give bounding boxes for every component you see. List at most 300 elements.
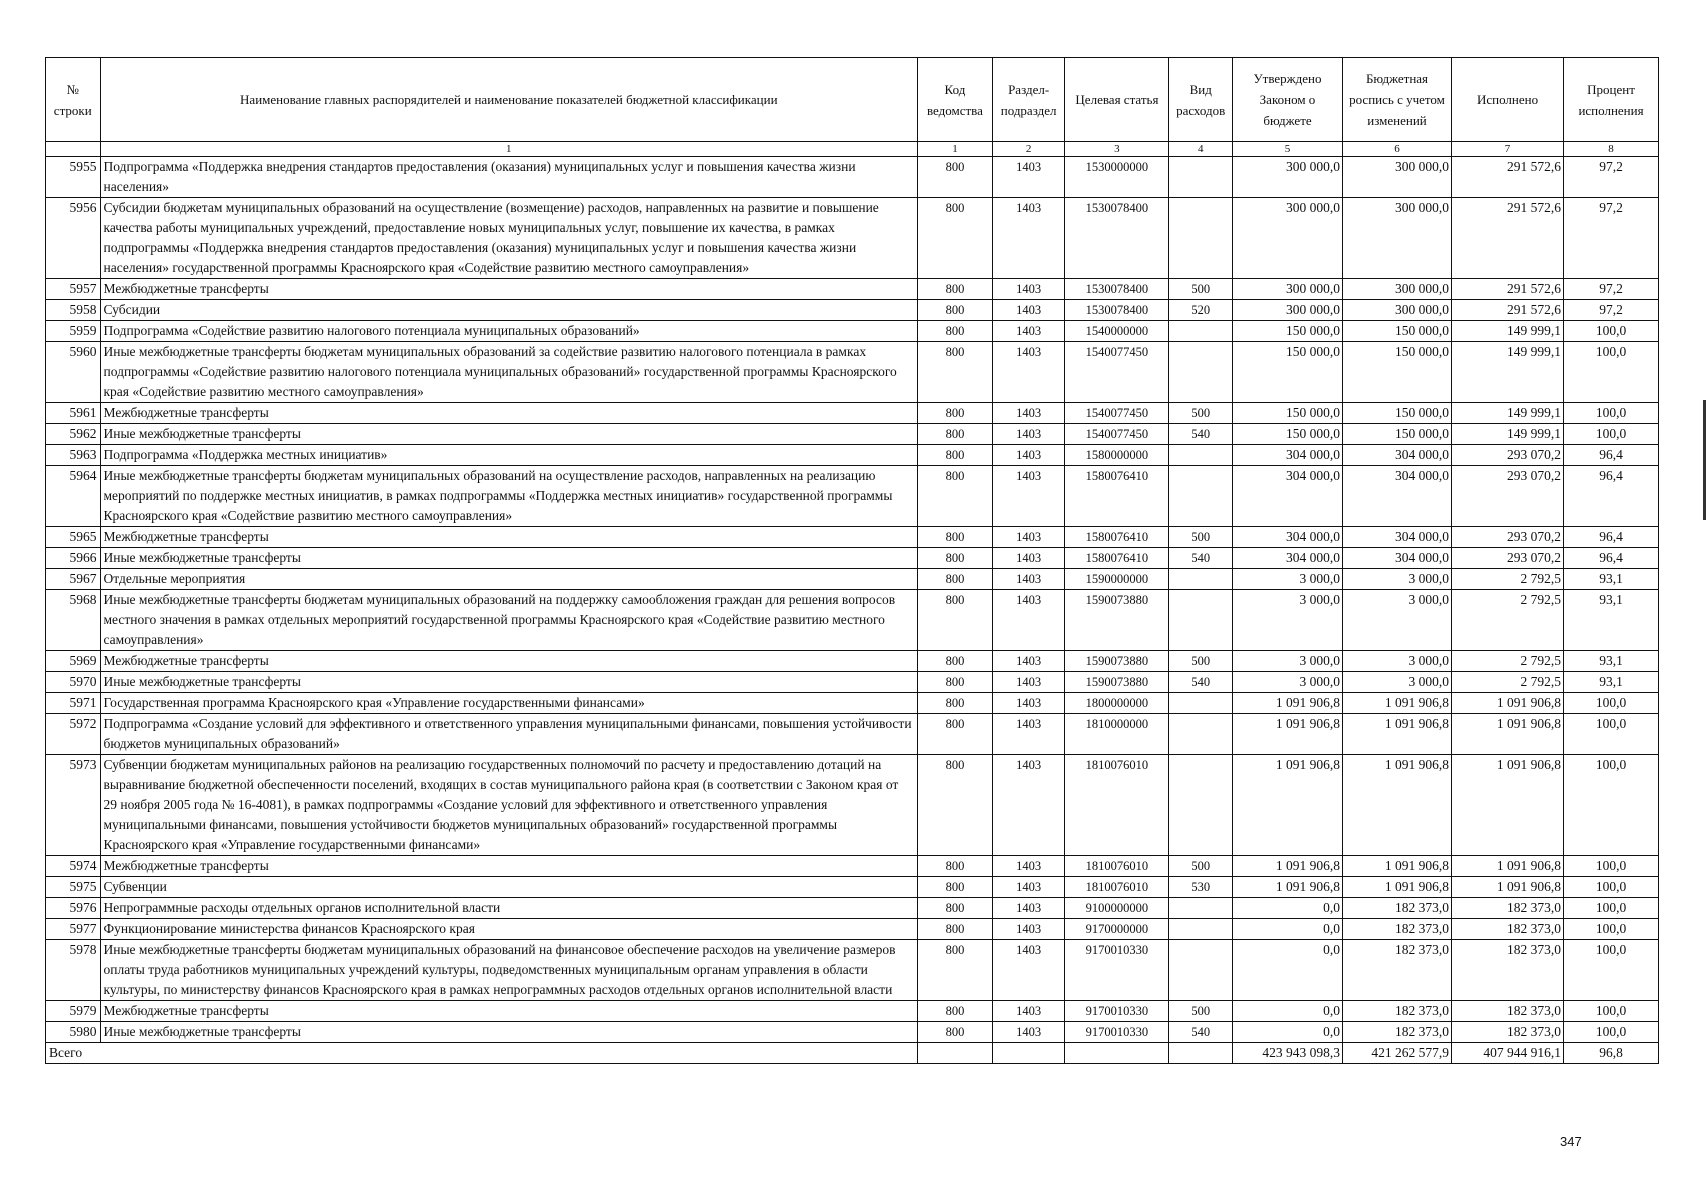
execution-percent: 100,0 xyxy=(1564,1022,1659,1043)
expense-type xyxy=(1169,755,1233,856)
dept-code: 800 xyxy=(918,279,993,300)
col-num: 7 xyxy=(1452,142,1564,157)
execution-percent: 100,0 xyxy=(1564,714,1659,755)
row-number: 5976 xyxy=(46,898,101,919)
total-empty-cell xyxy=(1169,1043,1233,1064)
executed-amount: 2 792,5 xyxy=(1452,651,1564,672)
row-number: 5968 xyxy=(46,590,101,651)
execution-percent: 93,1 xyxy=(1564,672,1659,693)
approved-amount: 0,0 xyxy=(1232,1001,1342,1022)
execution-percent: 100,0 xyxy=(1564,898,1659,919)
section-code: 1403 xyxy=(992,403,1065,424)
table-row xyxy=(46,714,1659,755)
executed-amount: 2 792,5 xyxy=(1452,590,1564,651)
approved-amount: 300 000,0 xyxy=(1232,300,1342,321)
expense-type: 500 xyxy=(1169,856,1233,877)
execution-percent: 100,0 xyxy=(1564,403,1659,424)
expense-type: 530 xyxy=(1169,877,1233,898)
executed-amount: 149 999,1 xyxy=(1452,342,1564,403)
budget-amount: 300 000,0 xyxy=(1343,198,1452,279)
expense-type: 540 xyxy=(1169,1022,1233,1043)
executed-amount: 149 999,1 xyxy=(1452,403,1564,424)
section-code: 1403 xyxy=(992,1001,1065,1022)
executed-amount: 293 070,2 xyxy=(1452,548,1564,569)
section-code: 1403 xyxy=(992,466,1065,527)
budget-amount: 1 091 906,8 xyxy=(1343,856,1452,877)
row-name: Межбюджетные трансферты xyxy=(100,1001,918,1022)
approved-amount: 3 000,0 xyxy=(1232,590,1342,651)
target-article: 1580076410 xyxy=(1065,548,1169,569)
dept-code: 800 xyxy=(918,714,993,755)
budget-amount: 3 000,0 xyxy=(1343,590,1452,651)
row-number: 5978 xyxy=(46,940,101,1001)
execution-percent: 100,0 xyxy=(1564,940,1659,1001)
table-row xyxy=(46,898,1659,919)
executed-amount: 182 373,0 xyxy=(1452,919,1564,940)
execution-percent: 100,0 xyxy=(1564,1001,1659,1022)
row-name: Отдельные мероприятия xyxy=(100,569,918,590)
row-name: Иные межбюджетные трансферты xyxy=(100,548,918,569)
budget-amount: 1 091 906,8 xyxy=(1343,714,1452,755)
execution-percent: 100,0 xyxy=(1564,755,1659,856)
approved-amount: 0,0 xyxy=(1232,919,1342,940)
expense-type: 500 xyxy=(1169,403,1233,424)
section-code: 1403 xyxy=(992,672,1065,693)
row-number: 5977 xyxy=(46,919,101,940)
total-approved: 423 943 098,3 xyxy=(1232,1043,1342,1064)
budget-amount: 1 091 906,8 xyxy=(1343,755,1452,856)
execution-percent: 97,2 xyxy=(1564,279,1659,300)
row-name: Государственная программа Красноярского края «Управление государственными финансами» xyxy=(100,693,918,714)
row-number: 5956 xyxy=(46,198,101,279)
table-row xyxy=(46,1001,1659,1022)
row-name: Субвенции бюджетам муниципальных районов на реализацию государственных полномочий по расчету и предоставлению дотаций на выравнивание бюджетной обеспеченности поселений, входящих в состав муниципального района края (в соответствии с Законом края от 29 ноября 2005 года № 16-4081), в рамках подпрограммы «Создание условий для эффективного и ответственного управления муниципальными финансами, повышения устойчивости бюджетов муниципальных образований» государственной программы Красноярского края «Управление государственными финансами» xyxy=(100,755,918,856)
approved-amount: 1 091 906,8 xyxy=(1232,714,1342,755)
approved-amount: 0,0 xyxy=(1232,898,1342,919)
approved-amount: 3 000,0 xyxy=(1232,569,1342,590)
target-article: 9170010330 xyxy=(1065,940,1169,1001)
row-name: Субвенции xyxy=(100,877,918,898)
target-article: 9100000000 xyxy=(1065,898,1169,919)
row-number: 5975 xyxy=(46,877,101,898)
dept-code: 800 xyxy=(918,1001,993,1022)
budget-amount: 182 373,0 xyxy=(1343,898,1452,919)
execution-percent: 93,1 xyxy=(1564,590,1659,651)
table-row xyxy=(46,672,1659,693)
section-code: 1403 xyxy=(992,157,1065,198)
approved-amount: 300 000,0 xyxy=(1232,157,1342,198)
row-name: Функционирование министерства финансов Красноярского края xyxy=(100,919,918,940)
execution-percent: 100,0 xyxy=(1564,424,1659,445)
dept-code: 800 xyxy=(918,548,993,569)
execution-percent: 100,0 xyxy=(1564,877,1659,898)
section-code: 1403 xyxy=(992,342,1065,403)
target-article: 1810076010 xyxy=(1065,877,1169,898)
section-code: 1403 xyxy=(992,755,1065,856)
budget-amount: 150 000,0 xyxy=(1343,424,1452,445)
table-row xyxy=(46,877,1659,898)
budget-amount: 304 000,0 xyxy=(1343,548,1452,569)
col-num xyxy=(46,142,101,157)
dept-code: 800 xyxy=(918,342,993,403)
dept-code: 800 xyxy=(918,569,993,590)
target-article: 1810000000 xyxy=(1065,714,1169,755)
table-row xyxy=(46,300,1659,321)
target-article: 1530000000 xyxy=(1065,157,1169,198)
approved-amount: 1 091 906,8 xyxy=(1232,877,1342,898)
section-code: 1403 xyxy=(992,424,1065,445)
section-code: 1403 xyxy=(992,856,1065,877)
execution-percent: 97,2 xyxy=(1564,300,1659,321)
target-article: 1590000000 xyxy=(1065,569,1169,590)
approved-amount: 150 000,0 xyxy=(1232,342,1342,403)
expense-type: 500 xyxy=(1169,527,1233,548)
approved-amount: 150 000,0 xyxy=(1232,403,1342,424)
executed-amount: 291 572,6 xyxy=(1452,198,1564,279)
budget-amount: 150 000,0 xyxy=(1343,321,1452,342)
row-number: 5959 xyxy=(46,321,101,342)
row-name: Подпрограмма «Поддержка местных инициатив» xyxy=(100,445,918,466)
section-code: 1403 xyxy=(992,569,1065,590)
table-row xyxy=(46,548,1659,569)
executed-amount: 291 572,6 xyxy=(1452,157,1564,198)
section-code: 1403 xyxy=(992,548,1065,569)
row-number: 5964 xyxy=(46,466,101,527)
row-number: 5974 xyxy=(46,856,101,877)
section-code: 1403 xyxy=(992,300,1065,321)
section-code: 1403 xyxy=(992,1022,1065,1043)
row-number: 5979 xyxy=(46,1001,101,1022)
row-number: 5960 xyxy=(46,342,101,403)
row-number: 5971 xyxy=(46,693,101,714)
dept-code: 800 xyxy=(918,403,993,424)
target-article: 9170010330 xyxy=(1065,1001,1169,1022)
approved-amount: 300 000,0 xyxy=(1232,198,1342,279)
row-number: 5970 xyxy=(46,672,101,693)
row-number: 5967 xyxy=(46,569,101,590)
target-article: 1580076410 xyxy=(1065,527,1169,548)
execution-percent: 96,4 xyxy=(1564,548,1659,569)
execution-percent: 100,0 xyxy=(1564,919,1659,940)
header-section: Раздел-подраздел xyxy=(992,58,1065,142)
dept-code: 800 xyxy=(918,651,993,672)
row-number: 5980 xyxy=(46,1022,101,1043)
row-number: 5961 xyxy=(46,403,101,424)
table-row xyxy=(46,466,1659,527)
total-empty-cell xyxy=(918,1043,993,1064)
expense-type xyxy=(1169,342,1233,403)
budget-amount: 300 000,0 xyxy=(1343,279,1452,300)
budget-amount: 3 000,0 xyxy=(1343,672,1452,693)
table-row xyxy=(46,1022,1659,1043)
expense-type: 500 xyxy=(1169,1001,1233,1022)
budget-amount: 3 000,0 xyxy=(1343,569,1452,590)
table-row xyxy=(46,569,1659,590)
table-row xyxy=(46,856,1659,877)
table-row xyxy=(46,755,1659,856)
section-code: 1403 xyxy=(992,651,1065,672)
expense-type xyxy=(1169,157,1233,198)
row-name: Межбюджетные трансферты xyxy=(100,651,918,672)
dept-code: 800 xyxy=(918,445,993,466)
total-empty-cell xyxy=(992,1043,1065,1064)
header-exp-type: Вид расходов xyxy=(1169,58,1233,142)
target-article: 1590073880 xyxy=(1065,590,1169,651)
section-code: 1403 xyxy=(992,898,1065,919)
table-row xyxy=(46,342,1659,403)
table-row xyxy=(46,527,1659,548)
target-article: 1540077450 xyxy=(1065,424,1169,445)
execution-percent: 96,4 xyxy=(1564,445,1659,466)
section-code: 1403 xyxy=(992,279,1065,300)
executed-amount: 182 373,0 xyxy=(1452,1022,1564,1043)
dept-code: 800 xyxy=(918,856,993,877)
row-name: Иные межбюджетные трансферты xyxy=(100,672,918,693)
table-row xyxy=(46,424,1659,445)
target-article: 9170010330 xyxy=(1065,1022,1169,1043)
col-num: 5 xyxy=(1232,142,1342,157)
header-budget: Бюджетная роспись с учетом изменений xyxy=(1343,58,1452,142)
row-name: Подпрограмма «Содействие развитию налогового потенциала муниципальных образований» xyxy=(100,321,918,342)
executed-amount: 182 373,0 xyxy=(1452,940,1564,1001)
budget-amount: 300 000,0 xyxy=(1343,300,1452,321)
budget-amount: 150 000,0 xyxy=(1343,342,1452,403)
target-article: 1530078400 xyxy=(1065,198,1169,279)
row-number: 5969 xyxy=(46,651,101,672)
budget-report-sheet xyxy=(45,57,1659,1064)
expense-type: 500 xyxy=(1169,279,1233,300)
row-name: Межбюджетные трансферты xyxy=(100,527,918,548)
expense-type xyxy=(1169,569,1233,590)
section-code: 1403 xyxy=(992,527,1065,548)
header-target: Целевая статья xyxy=(1065,58,1169,142)
target-article: 1530078400 xyxy=(1065,300,1169,321)
total-empty-cell xyxy=(1065,1043,1169,1064)
header-dept: Код ведомства xyxy=(918,58,993,142)
approved-amount: 3 000,0 xyxy=(1232,651,1342,672)
total-budget: 421 262 577,9 xyxy=(1343,1043,1452,1064)
dept-code: 800 xyxy=(918,693,993,714)
executed-amount: 1 091 906,8 xyxy=(1452,856,1564,877)
approved-amount: 304 000,0 xyxy=(1232,445,1342,466)
row-name: Иные межбюджетные трансферты бюджетам муниципальных образований на поддержку самообложения граждан для решения вопросов местного значения в рамках отдельных мероприятий государственной программы Красноярского края «Содействие развитию местного самоуправления» xyxy=(100,590,918,651)
approved-amount: 304 000,0 xyxy=(1232,466,1342,527)
dept-code: 800 xyxy=(918,877,993,898)
total-executed: 407 944 916,1 xyxy=(1452,1043,1564,1064)
budget-execution-table xyxy=(45,57,1659,1064)
col-num: 3 xyxy=(1065,142,1169,157)
table-row xyxy=(46,651,1659,672)
execution-percent: 97,2 xyxy=(1564,198,1659,279)
target-article: 9170000000 xyxy=(1065,919,1169,940)
budget-amount: 304 000,0 xyxy=(1343,445,1452,466)
row-name: Иные межбюджетные трансферты xyxy=(100,1022,918,1043)
row-name: Непрограммные расходы отдельных органов исполнительной власти xyxy=(100,898,918,919)
row-name: Субсидии бюджетам муниципальных образований на осуществление (возмещение) расходов, направленных на развитие и повышение качества работы муниципальных учреждений, предоставление новых муниципальных услуг, повышение их качества, в рамках подпрограммы «Поддержка внедрения стандартов предоставления (оказания) муниципальных услуг и повышения качества жизни населения» государственной программы Красноярского края «Содействие развитию местного самоуправления» xyxy=(100,198,918,279)
dept-code: 800 xyxy=(918,300,993,321)
row-number: 5973 xyxy=(46,755,101,856)
budget-amount: 182 373,0 xyxy=(1343,1022,1452,1043)
section-code: 1403 xyxy=(992,877,1065,898)
budget-amount: 300 000,0 xyxy=(1343,157,1452,198)
row-number: 5955 xyxy=(46,157,101,198)
row-name: Подпрограмма «Поддержка внедрения стандартов предоставления (оказания) муниципальных услуг и повышения качества жизни населения» xyxy=(100,157,918,198)
col-num: 8 xyxy=(1564,142,1659,157)
dept-code: 800 xyxy=(918,198,993,279)
expense-type xyxy=(1169,321,1233,342)
col-num: 2 xyxy=(992,142,1065,157)
approved-amount: 0,0 xyxy=(1232,940,1342,1001)
executed-amount: 182 373,0 xyxy=(1452,898,1564,919)
target-article: 1540000000 xyxy=(1065,321,1169,342)
approved-amount: 1 091 906,8 xyxy=(1232,693,1342,714)
row-number: 5962 xyxy=(46,424,101,445)
executed-amount: 149 999,1 xyxy=(1452,321,1564,342)
dept-code: 800 xyxy=(918,755,993,856)
approved-amount: 3 000,0 xyxy=(1232,672,1342,693)
approved-amount: 304 000,0 xyxy=(1232,527,1342,548)
header-percent: Процент исполнения xyxy=(1564,58,1659,142)
executed-amount: 1 091 906,8 xyxy=(1452,755,1564,856)
expense-type xyxy=(1169,693,1233,714)
row-name: Межбюджетные трансферты xyxy=(100,279,918,300)
budget-amount: 1 091 906,8 xyxy=(1343,877,1452,898)
target-article: 1580000000 xyxy=(1065,445,1169,466)
dept-code: 800 xyxy=(918,1022,993,1043)
header-name: Наименование главных распорядителей и наименование показателей бюджетной классификации xyxy=(100,58,918,142)
row-name: Иные межбюджетные трансферты бюджетам муниципальных образований за содействие развитию налогового потенциала в рамках подпрограммы «Содействие развитию налогового потенциала муниципальных образований» государственной программы Красноярского края «Содействие развитию местного самоуправления» xyxy=(100,342,918,403)
table-row xyxy=(46,940,1659,1001)
executed-amount: 293 070,2 xyxy=(1452,527,1564,548)
target-article: 1810076010 xyxy=(1065,856,1169,877)
column-number-row xyxy=(46,142,1659,157)
row-number: 5957 xyxy=(46,279,101,300)
header-row xyxy=(46,58,1659,142)
executed-amount: 1 091 906,8 xyxy=(1452,877,1564,898)
row-name: Межбюджетные трансферты xyxy=(100,403,918,424)
table-row xyxy=(46,590,1659,651)
dept-code: 800 xyxy=(918,527,993,548)
budget-amount: 1 091 906,8 xyxy=(1343,693,1452,714)
total-percent: 96,8 xyxy=(1564,1043,1659,1064)
dept-code: 800 xyxy=(918,157,993,198)
execution-percent: 93,1 xyxy=(1564,651,1659,672)
section-code: 1403 xyxy=(992,590,1065,651)
budget-amount: 304 000,0 xyxy=(1343,527,1452,548)
table-row xyxy=(46,279,1659,300)
section-code: 1403 xyxy=(992,198,1065,279)
expense-type xyxy=(1169,466,1233,527)
expense-type xyxy=(1169,198,1233,279)
row-name: Субсидии xyxy=(100,300,918,321)
expense-type: 540 xyxy=(1169,548,1233,569)
row-name: Подпрограмма «Создание условий для эффективного и ответственного управления муниципальными финансами, повышения устойчивости бюджетов муниципальных образований» xyxy=(100,714,918,755)
target-article: 1590073880 xyxy=(1065,651,1169,672)
expense-type xyxy=(1169,714,1233,755)
target-article: 1540077450 xyxy=(1065,403,1169,424)
executed-amount: 293 070,2 xyxy=(1452,466,1564,527)
row-number: 5963 xyxy=(46,445,101,466)
executed-amount: 1 091 906,8 xyxy=(1452,693,1564,714)
row-name: Межбюджетные трансферты xyxy=(100,856,918,877)
approved-amount: 1 091 906,8 xyxy=(1232,755,1342,856)
total-label: Всего xyxy=(46,1043,918,1064)
executed-amount: 2 792,5 xyxy=(1452,672,1564,693)
approved-amount: 150 000,0 xyxy=(1232,424,1342,445)
dept-code: 800 xyxy=(918,940,993,1001)
col-num: 1 xyxy=(918,142,993,157)
budget-amount: 3 000,0 xyxy=(1343,651,1452,672)
target-article: 1530078400 xyxy=(1065,279,1169,300)
col-num: 4 xyxy=(1169,142,1233,157)
execution-percent: 96,4 xyxy=(1564,527,1659,548)
row-name: Иные межбюджетные трансферты бюджетам муниципальных образований на финансовое обеспечение расходов на увеличение размеров оплаты труда работников муниципальных учреждений культуры, подведомственных муниципальным органам управления в области культуры, по министерству финансов Красноярского края в рамках непрограммных расходов отдельных органов исполнительной власти xyxy=(100,940,918,1001)
section-code: 1403 xyxy=(992,919,1065,940)
total-row xyxy=(46,1043,1659,1064)
section-code: 1403 xyxy=(992,714,1065,755)
target-article: 1800000000 xyxy=(1065,693,1169,714)
executed-amount: 291 572,6 xyxy=(1452,300,1564,321)
dept-code: 800 xyxy=(918,466,993,527)
table-row xyxy=(46,157,1659,198)
expense-type xyxy=(1169,590,1233,651)
execution-percent: 100,0 xyxy=(1564,856,1659,877)
row-number: 5966 xyxy=(46,548,101,569)
dept-code: 800 xyxy=(918,898,993,919)
approved-amount: 1 091 906,8 xyxy=(1232,856,1342,877)
expense-type xyxy=(1169,445,1233,466)
execution-percent: 96,4 xyxy=(1564,466,1659,527)
table-body xyxy=(46,157,1659,1043)
row-number: 5972 xyxy=(46,714,101,755)
row-number: 5958 xyxy=(46,300,101,321)
execution-percent: 100,0 xyxy=(1564,693,1659,714)
executed-amount: 149 999,1 xyxy=(1452,424,1564,445)
executed-amount: 182 373,0 xyxy=(1452,1001,1564,1022)
header-approved: Утверждено Законом о бюджете xyxy=(1232,58,1342,142)
budget-amount: 150 000,0 xyxy=(1343,403,1452,424)
col-num: 6 xyxy=(1343,142,1452,157)
approved-amount: 0,0 xyxy=(1232,1022,1342,1043)
page-number: 347 xyxy=(1560,1134,1582,1149)
expense-type: 540 xyxy=(1169,672,1233,693)
table-row xyxy=(46,919,1659,940)
target-article: 1810076010 xyxy=(1065,755,1169,856)
budget-amount: 182 373,0 xyxy=(1343,919,1452,940)
dept-code: 800 xyxy=(918,919,993,940)
target-article: 1540077450 xyxy=(1065,342,1169,403)
dept-code: 800 xyxy=(918,672,993,693)
header-row-no: № строки xyxy=(46,58,101,142)
expense-type xyxy=(1169,940,1233,1001)
section-code: 1403 xyxy=(992,321,1065,342)
section-code: 1403 xyxy=(992,445,1065,466)
expense-type xyxy=(1169,919,1233,940)
table-row xyxy=(46,198,1659,279)
header-executed: Исполнено xyxy=(1452,58,1564,142)
approved-amount: 304 000,0 xyxy=(1232,548,1342,569)
row-name: Иные межбюджетные трансферты бюджетам муниципальных образований на осуществление расходов, направленных на реализацию мероприятий по поддержке местных инициатив, в рамках подпрограммы «Поддержка местных инициатив» государственной программы Красноярского края «Содействие развитию местного самоуправления» xyxy=(100,466,918,527)
target-article: 1580076410 xyxy=(1065,466,1169,527)
execution-percent: 100,0 xyxy=(1564,321,1659,342)
approved-amount: 150 000,0 xyxy=(1232,321,1342,342)
budget-amount: 182 373,0 xyxy=(1343,940,1452,1001)
section-code: 1403 xyxy=(992,940,1065,1001)
dept-code: 800 xyxy=(918,321,993,342)
executed-amount: 291 572,6 xyxy=(1452,279,1564,300)
target-article: 1590073880 xyxy=(1065,672,1169,693)
row-name: Иные межбюджетные трансферты xyxy=(100,424,918,445)
